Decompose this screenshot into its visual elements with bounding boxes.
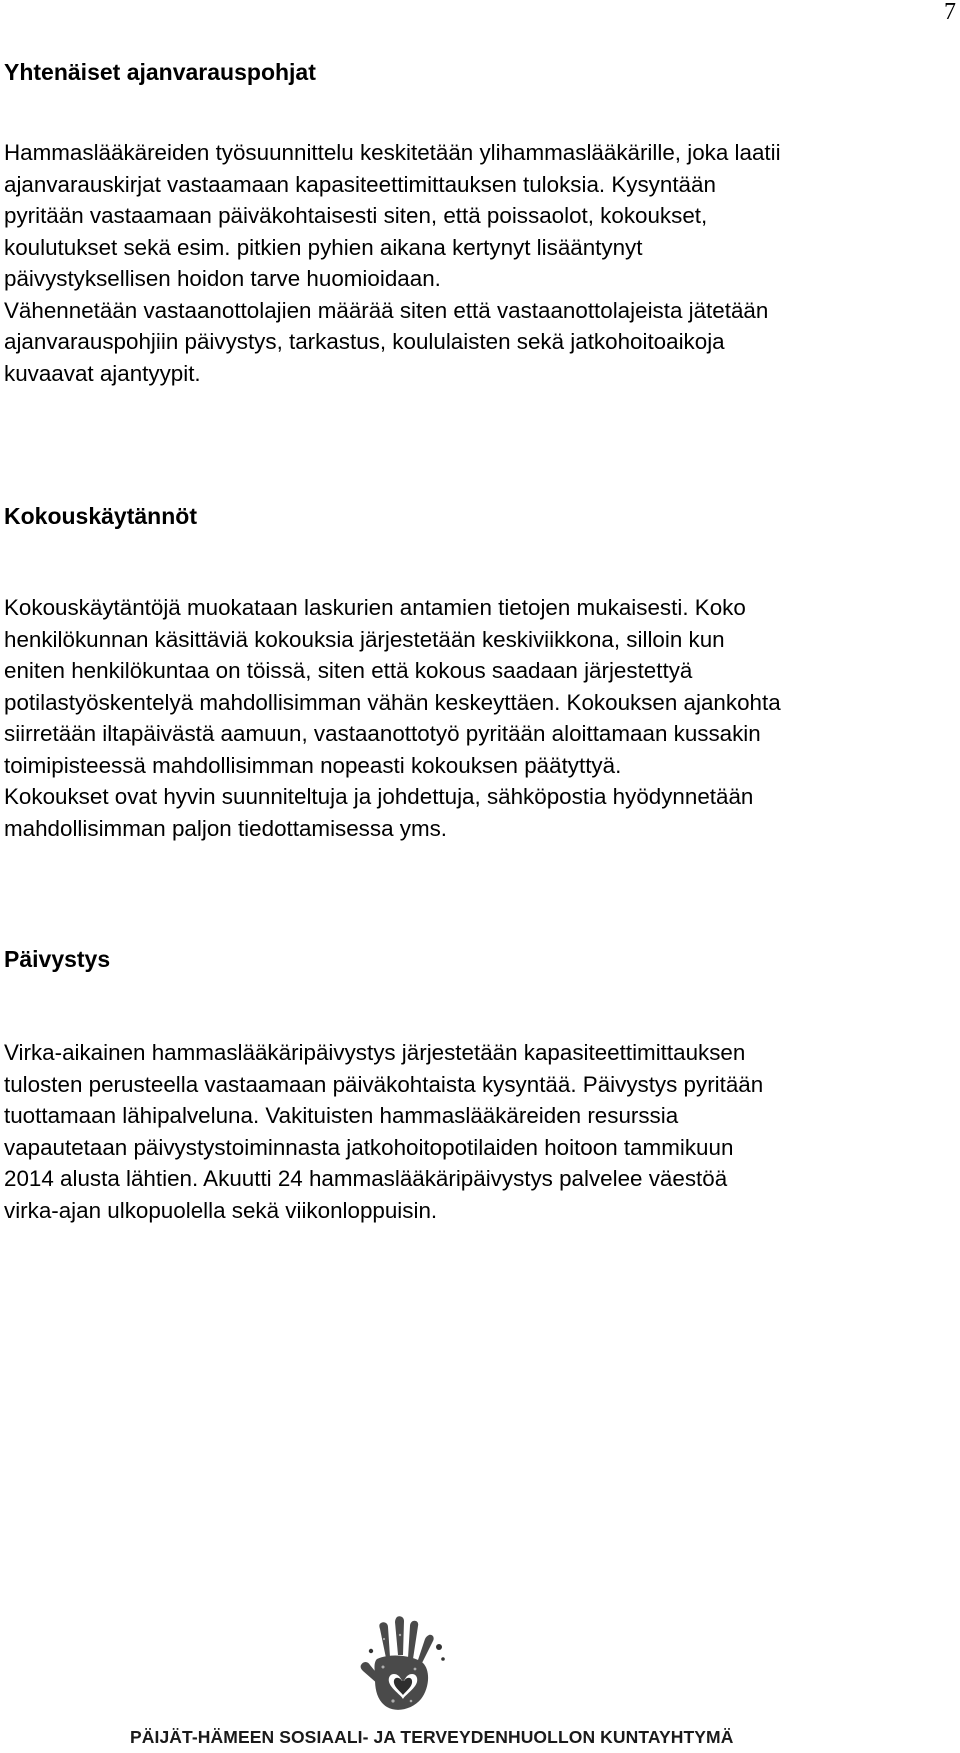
paragraph-line: päivystyksellisen hoidon tarve huomioidaan. bbox=[4, 266, 441, 291]
section-heading-kokouskaytannot: Kokouskäytännöt bbox=[4, 503, 197, 529]
section-heading-ajanvarauspohjat: Yhtenäiset ajanvarauspohjat bbox=[4, 59, 316, 85]
section-heading-paivystys: Päivystys bbox=[4, 946, 111, 972]
paragraph-line: Vähennetään vastaanottolajien määrää siten että vastaanottolajeista jätetään bbox=[4, 297, 769, 323]
paragraph-line: Kokouskäytäntöjä muokataan laskurien antamien tietojen mukaisesti. Koko bbox=[4, 595, 746, 620]
paragraph-line: eniten henkilökuntaa on töissä, siten että kokous saadaan järjestettyä bbox=[4, 658, 693, 683]
section-paragraph-paivystys bbox=[4, 1037, 949, 1226]
paragraph-line: Hammaslääkäreiden työsuunnittelu keskitetään ylihammaslääkärille, joka laatii bbox=[4, 140, 781, 165]
paragraph-line: Kokoukset ovat hyvin suunniteltuja ja johdettuja, sähköpostia hyödynnetään bbox=[4, 784, 754, 809]
paragraph-line: pyritään vastaamaan päiväkohtaisesti siten, että poissaolot, kokoukset, bbox=[4, 203, 708, 228]
section-paragraph-kokouskaytannot bbox=[4, 592, 949, 844]
paragraph-line: potilastyöskentelyä mahdollisimman vähän keskeyttäen. Kokouksen ajankohta bbox=[4, 689, 781, 715]
section-paragraph-ajanvarauspohjat bbox=[4, 137, 949, 389]
paragraph-line: 2014 alusta lähtien. Akuutti 24 hammaslääkäripäivystys palvelee väestöä bbox=[4, 1166, 728, 1191]
organization-name: PÄIJÄT-HÄMEEN SOSIAALI- JA TERVEYDENHUOLLON KUNTAYHTYMÄ bbox=[130, 1727, 734, 1747]
paragraph-line: ajanvarauspohjiin päivystys, tarkastus, koululaisten sekä jatkohoitoaikoja bbox=[4, 329, 725, 354]
paragraph-line: kuvaavat ajantyypit. bbox=[4, 360, 201, 386]
paragraph-line: virka-ajan ulkopuolella sekä viikonloppuisin. bbox=[4, 1197, 438, 1223]
paragraph-line: koulutukset sekä esim. pitkien pyhien aikana kertynyt lisääntynyt bbox=[4, 234, 643, 260]
page-number: 7 bbox=[944, 0, 956, 25]
paragraph-line: ajanvarauskirjat vastaamaan kapasiteettimittauksen tuloksia. Kysyntään bbox=[4, 171, 716, 197]
paragraph-line: mahdollisimman paljon tiedottamisessa yms. bbox=[4, 815, 448, 841]
paragraph-line: toimipisteessä mahdollisimman nopeasti kokouksen päätyttyä. bbox=[4, 752, 622, 778]
paragraph-line: vapautetaan päivystystoiminnasta jatkohoitopotilaiden hoitoon tammikuun bbox=[4, 1134, 734, 1160]
paragraph-line: Virka-aikainen hammaslääkäripäivystys järjestetään kapasiteettimittauksen bbox=[4, 1040, 746, 1065]
paragraph-line: siirretään iltapäivästä aamuun, vastaanottotyö pyritään aloittamaan kussakin bbox=[4, 721, 761, 746]
paragraph-line: tuottamaan lähipalveluna. Vakituisten hammaslääkäreiden resurssia bbox=[4, 1103, 679, 1128]
paragraph-line: henkilökunnan käsittäviä kokouksia järjestetään keskiviikkona, silloin kun bbox=[4, 626, 725, 652]
hand-heart-logo-icon bbox=[353, 1615, 453, 1725]
paragraph-line: tulosten perusteella vastaamaan päiväkohtaista kysyntää. Päivystys pyritään bbox=[4, 1071, 764, 1097]
